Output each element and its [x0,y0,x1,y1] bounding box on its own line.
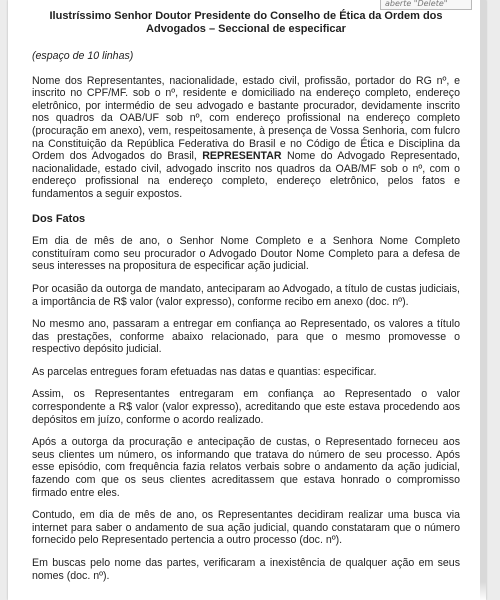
fact-paragraph: Em buscas pelo nome das partes, verificaram a inexistência de qualquer ação em seus nomes (doc. nº). [32,557,460,582]
intro-paragraph [32,75,460,201]
fact-paragraph: Após a outorga da procuração e antecipação de custas, o Representado forneceu aos seus clientes um número, os informando que tratava do número de seu processo. Após esse episódio, com frequência fazia relatos verbais sobre o andamento da ação judicial, fazendo com que os seus clientes acreditassem que estava honrado o compromisso firmado entre eles. [32,436,460,499]
spacing-note: (espaço de 10 linhas) [32,50,134,62]
intro-text-part1: Nome dos Representantes, nacionalidade, estado civil, profissão, portador do RG nº, e inscrito no CPF/MF. sob o nº, residente e domiciliado na endereço completo, endereço eletrônico, por intermédio de seu advogado e bastante procurador, devidamente inscrito nos quadros da OAB/UF sob nº, com endereço profissional na endereço completo (procuração em anexo), vem, respeitosamente, à presença de Vossa Senhoria, com fulcro na Constituição da República Federativa do Brasil e no Código de Ética e Disciplina da Ordem dos Advogados do Brasil, [32,74,460,163]
page-bottom-fade [8,582,486,600]
fact-paragraph: No mesmo ano, passaram a entregar em confiança ao Representado, os valores a título das prestações, conforme abaixo relacionado, para que o mesmo promovesse o respectivo depósito judicial. [32,318,460,356]
section-title-fatos: Dos Fatos [32,212,86,225]
fact-paragraph: As parcelas entregues foram efetuadas nas datas e quantias: especificar. [32,365,377,378]
fact-paragraph: Em dia de mês de ano, o Senhor Nome Completo e a Senhora Nome Completo constituíram como seu procurador o Advogado Doutor Nome Completo para a defesa de seus interesses na propositura de especificar ação judicial. [32,235,460,273]
document-body [32,10,460,592]
intro-text-part2: Nome do Advogado Representado, nacionalidade, estado civil, advogado inscrito nos quadros da OAB/MF sob o nº, com o endereço profissional na endereço completo, endereço eletrônico, pelos fatos e fundamentos a seguir expostos. [32,150,460,200]
delete-hint-tooltip: aberte "Delete" [380,0,472,10]
page-edge-shadow [480,0,486,600]
fact-paragraph: Contudo, em dia de mês de ano, os Representantes decidiram realizar uma busca via internet para saber o andamento de sua ação judicial, quando constataram que o número fornecido pelo Representado pertencia a outro processo (doc. nº). [32,509,460,547]
document-title: Ilustríssimo Senhor Doutor Presidente do Conselho de Ética da Ordem dos Advogados – Seccional de especificar [49,10,443,35]
intro-bold-keyword: REPRESENTAR [202,150,282,163]
document-page [8,0,486,600]
fact-paragraph: Assim, os Representantes entregaram em confiança ao Representado o valor correspondente a R$ valor (valor expresso), acreditando que este estava procedendo aos depósitos em juízo, conforme o acordo realizado. [32,388,460,426]
fact-paragraph: Por ocasião da outorga de mandato, anteciparam ao Advogado, a título de custas judiciais, a importância de R$ valor (valor expresso), conforme recibo em anexo (doc. nº). [32,282,460,308]
